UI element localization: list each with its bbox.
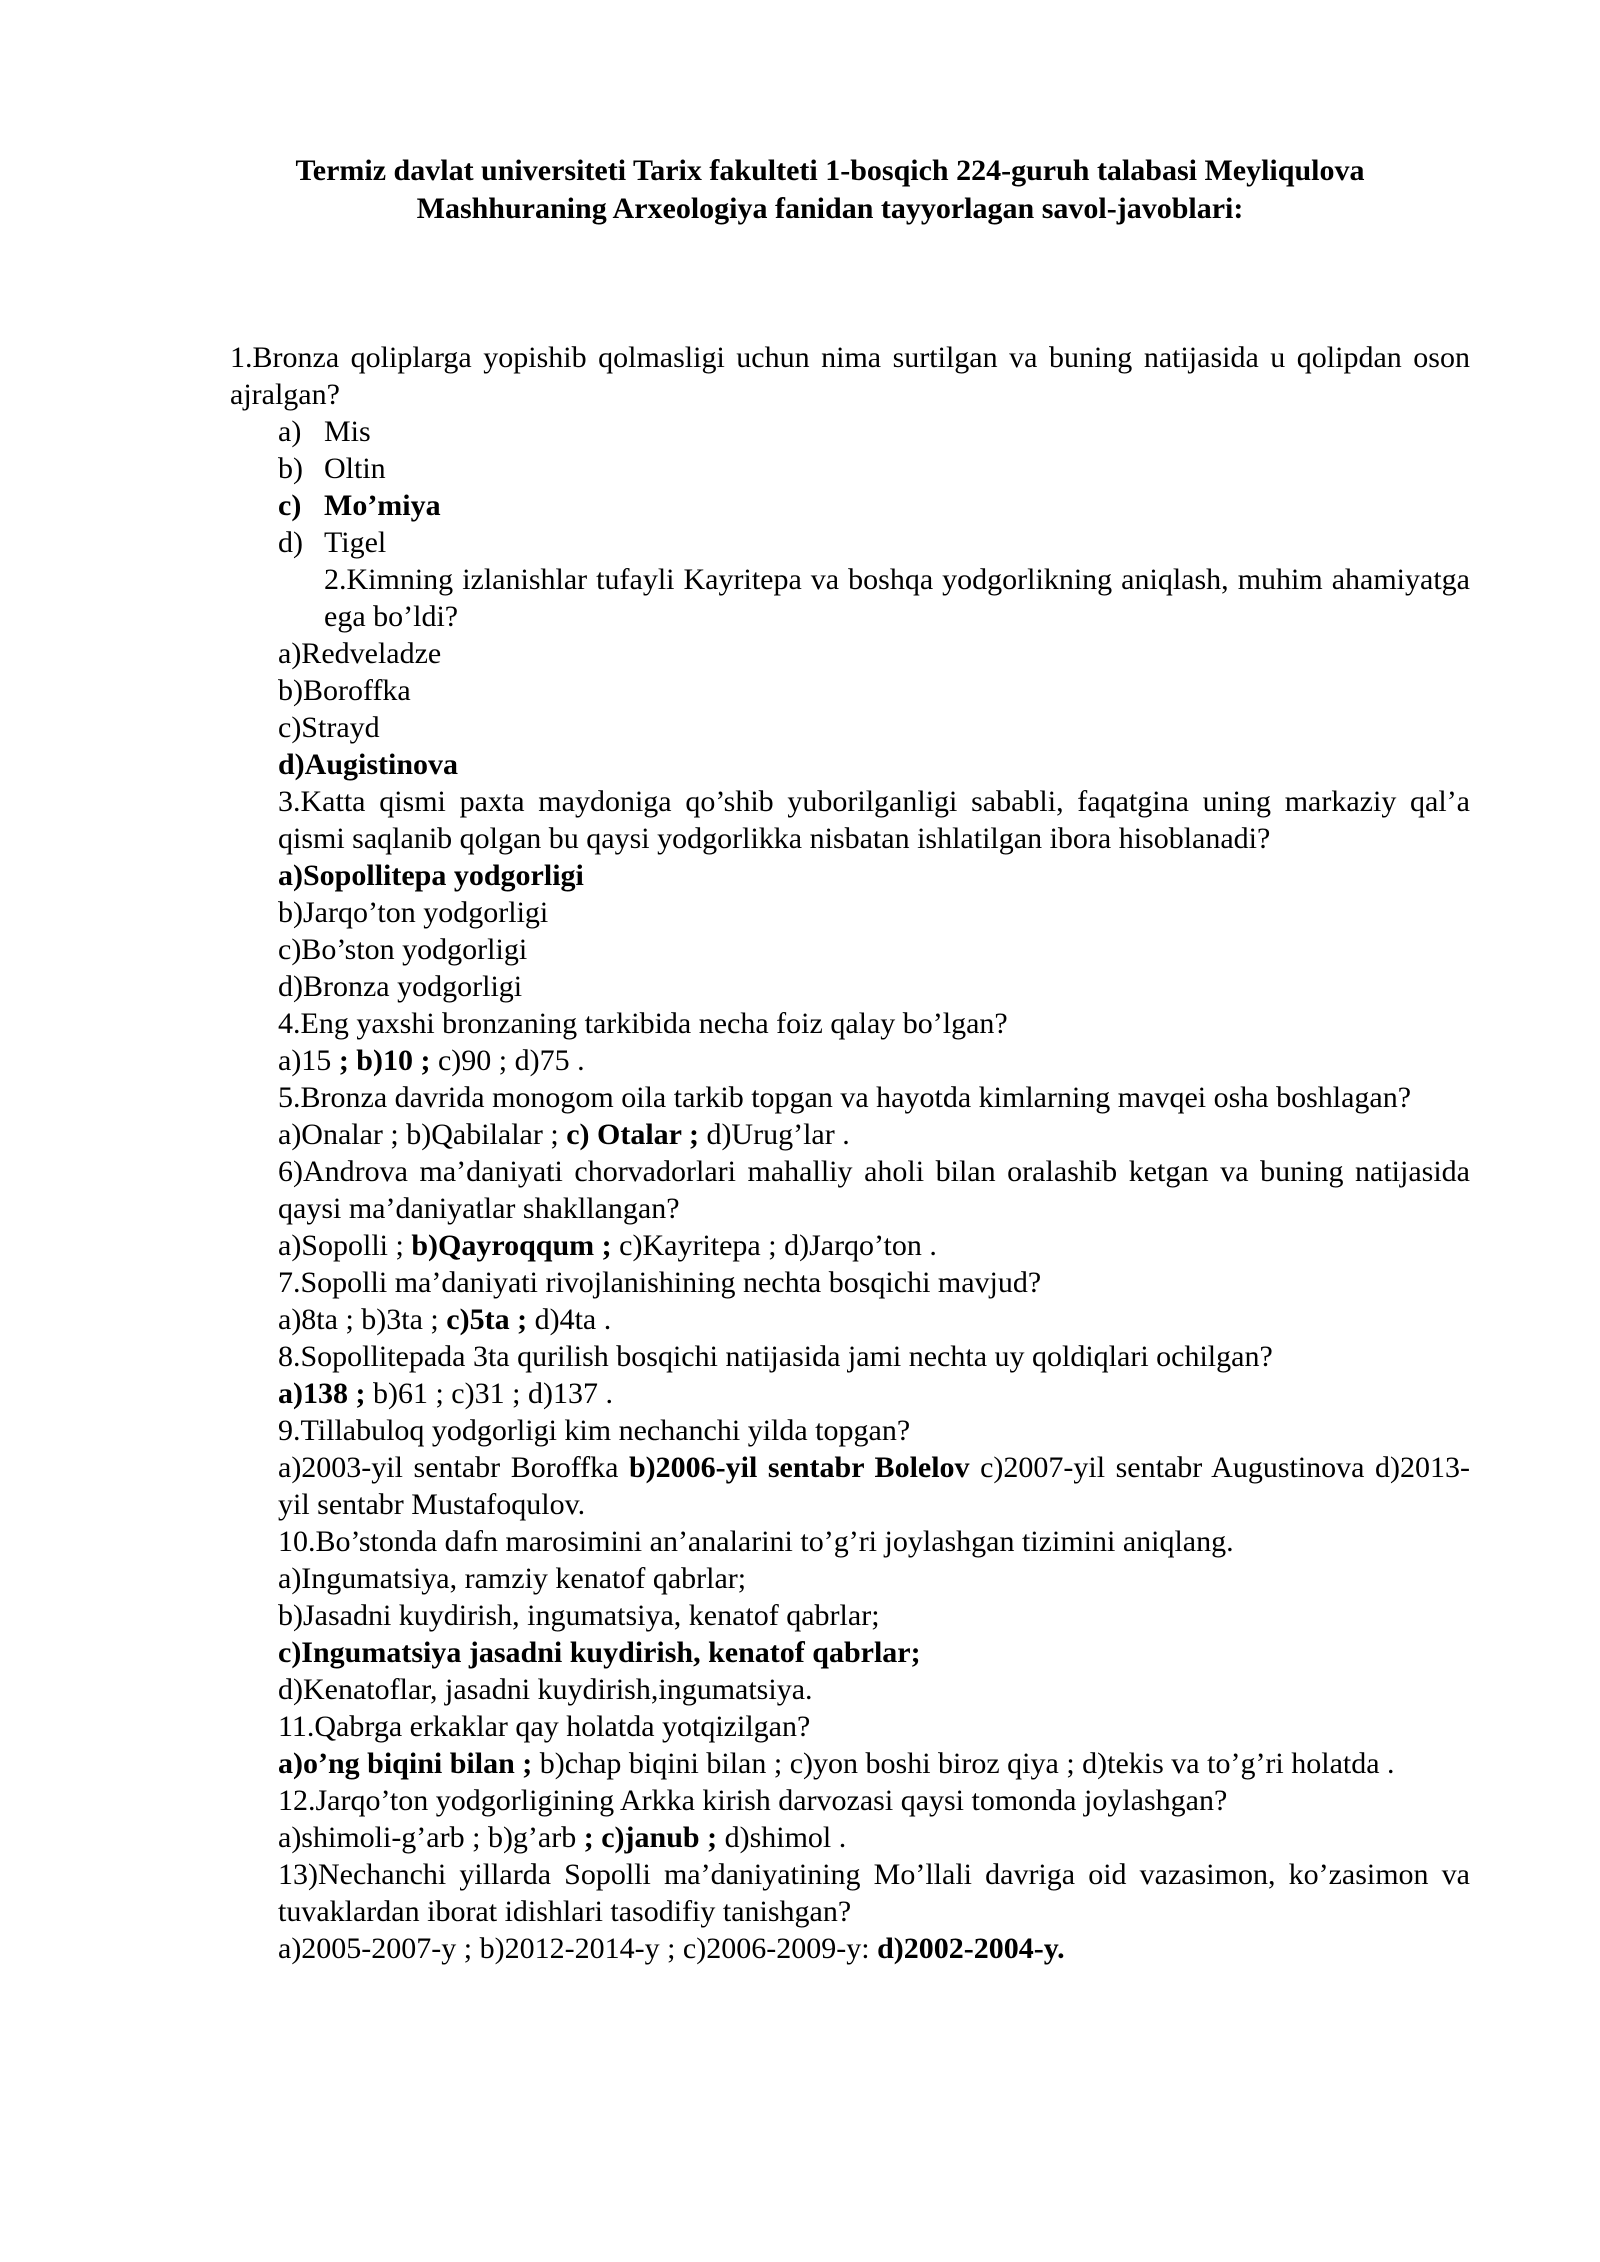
title-line-1: Termiz davlat universiteti Tarix fakulteti 1-bosqich 224-guruh talabasi Meyliqulova [295, 154, 1365, 187]
question-11: 11.Qabrga erkaklar qay holatda yotqizilgan? [278, 1710, 811, 1743]
question-3-option-b: b)Jarqo’ton yodgorligi [278, 896, 549, 929]
question-1-option-d: d) Tigel [278, 526, 387, 559]
question-3-option-d: d)Bronza yodgorligi [278, 970, 523, 1003]
question-7-answers: a)8ta ; b)3ta ; c)5ta ; d)4ta . [278, 1303, 612, 1336]
question-10-option-a: a)Ingumatsiya, ramziy kenatof qabrlar; [278, 1562, 747, 1595]
question-10-option-b: b)Jasadni kuydirish, ingumatsiya, kenatof qabrlar; [278, 1599, 880, 1632]
document-title [230, 152, 1430, 228]
question-7-correct-answer: c)5ta ; [446, 1303, 528, 1336]
question-5-correct-answer: c) Otalar ; [566, 1118, 699, 1151]
question-6-correct-answer: b)Qayroqqum ; [411, 1229, 612, 1262]
question-1-option-a: a) Mis [278, 415, 371, 448]
question-12-answers: a)shimoli-g’arb ; b)g’arb ; c)janub ; d)shimol . [278, 1821, 847, 1854]
question-4-correct-answer: ; b)10 ; [331, 1044, 431, 1077]
question-3: 3.Katta qismi paxta maydoniga qo’shib yuborilganligi sababli, faqatgina uning markaziy qal’a qismi saqlanib qolgan bu qaysi yodgorlikka nisbatan ishlatilgan ibora hisoblanadi? [278, 785, 1470, 855]
question-9-answers: a)2003-yil sentabr Boroffka b)2006-yil sentabr Bolelov c)2007-yil sentabr Augustinova d)2013-yil sentabr Mustafoqulov. [278, 1451, 1471, 1521]
question-4: 4.Eng yaxshi bronzaning tarkibida necha foiz qalay bo’lgan? [278, 1007, 1008, 1040]
question-5-answers: a)Onalar ; b)Qabilalar ; c) Otalar ; d)Urug’lar . [278, 1118, 850, 1151]
question-8-correct-answer: a)138 ; [278, 1377, 366, 1410]
question-12: 12.Jarqo’ton yodgorligining Arkka kirish darvozasi qaysi tomonda joylashgan? [278, 1784, 1228, 1817]
question-9-correct-answer: b)2006-yil sentabr Bolelov [629, 1451, 970, 1484]
question-2-option-d-correct: d)Augistinova [278, 748, 459, 781]
question-2-option-c: c)Strayd [278, 711, 380, 744]
question-10-option-c-correct: c)Ingumatsiya jasadni kuydirish, kenatof qabrlar; [278, 1636, 921, 1669]
question-1: 1.Bronza qoliplarga yopishib qolmasligi uchun nima surtilgan va buning natijasida u qolipdan oson ajralgan? [230, 341, 1470, 411]
question-6: 6)Androva ma’daniyati chorvadorlari mahalliy aholi bilan oralashib ketgan va buning natijasida qaysi ma’daniyatlar shakllangan? [278, 1155, 1470, 1225]
question-11-answers: a)o’ng biqini bilan ; b)chap biqini bilan ; c)yon boshi biroz qiya ; d)tekis va to’g’ri holatda . [278, 1747, 1395, 1780]
question-13: 13)Nechanchi yillarda Sopolli ma’daniyatining Mo’llali davriga oid vazasimon, ko’zasimon va tuvaklardan iborat idishlari tasodifiy tanishgan? [278, 1858, 1470, 1928]
question-11-correct-answer: a)o’ng biqini bilan ; [278, 1747, 533, 1780]
title-line-2: Mashhuraning Arxeologiya fanidan tayyorlagan savol-javoblari: [416, 192, 1244, 225]
question-5: 5.Bronza davrida monogom oila tarkib topgan va hayotda kimlarning mavqei osha boshlagan? [278, 1081, 1412, 1114]
question-13-correct-answer: d)2002-2004-y. [877, 1932, 1065, 1965]
question-12-correct-answer: ; c)janub ; [583, 1821, 718, 1854]
question-2-option-b: b)Boroffka [278, 674, 411, 707]
question-1-option-c-correct: c) Mo’miya [278, 489, 441, 522]
question-9: 9.Tillabuloq yodgorligi kim nechanchi yilda topgan? [278, 1414, 911, 1447]
question-3-option-a-correct: a)Sopollitepa yodgorligi [278, 859, 584, 892]
question-8: 8.Sopollitepada 3ta qurilish bosqichi natijasida jami nechta uy qoldiqlari ochilgan? [278, 1340, 1273, 1373]
question-13-answers: a)2005-2007-y ; b)2012-2014-y ; c)2006-2009-y: d)2002-2004-y. [278, 1932, 1065, 1965]
question-8-answers: a)138 ; b)61 ; c)31 ; d)137 . [278, 1377, 613, 1410]
question-2: 2.Kimning izlanishlar tufayli Kayritepa va boshqa yodgorlikning aniqlash, muhim ahamiyatga ega bo’ldi? [324, 563, 1470, 633]
question-3-option-c: c)Bo’ston yodgorligi [278, 933, 528, 966]
question-10-option-d: d)Kenatoflar, jasadni kuydirish,ingumatsiya. [278, 1673, 813, 1706]
questions-body [230, 339, 1470, 1967]
question-4-answers: a)15 ; b)10 ; c)90 ; d)75 . [278, 1044, 585, 1077]
question-6-answers: a)Sopolli ; b)Qayroqqum ; c)Kayritepa ; d)Jarqo’ton . [278, 1229, 937, 1262]
question-10: 10.Bo’stonda dafn marosimini an’analarini to’g’ri joylashgan tizimini aniqlang. [278, 1525, 1234, 1558]
question-7: 7.Sopolli ma’daniyati rivojlanishining nechta bosqichi mavjud? [278, 1266, 1042, 1299]
question-2-option-a: a)Redveladze [278, 637, 442, 670]
question-1-option-b: b) Oltin [278, 452, 386, 485]
